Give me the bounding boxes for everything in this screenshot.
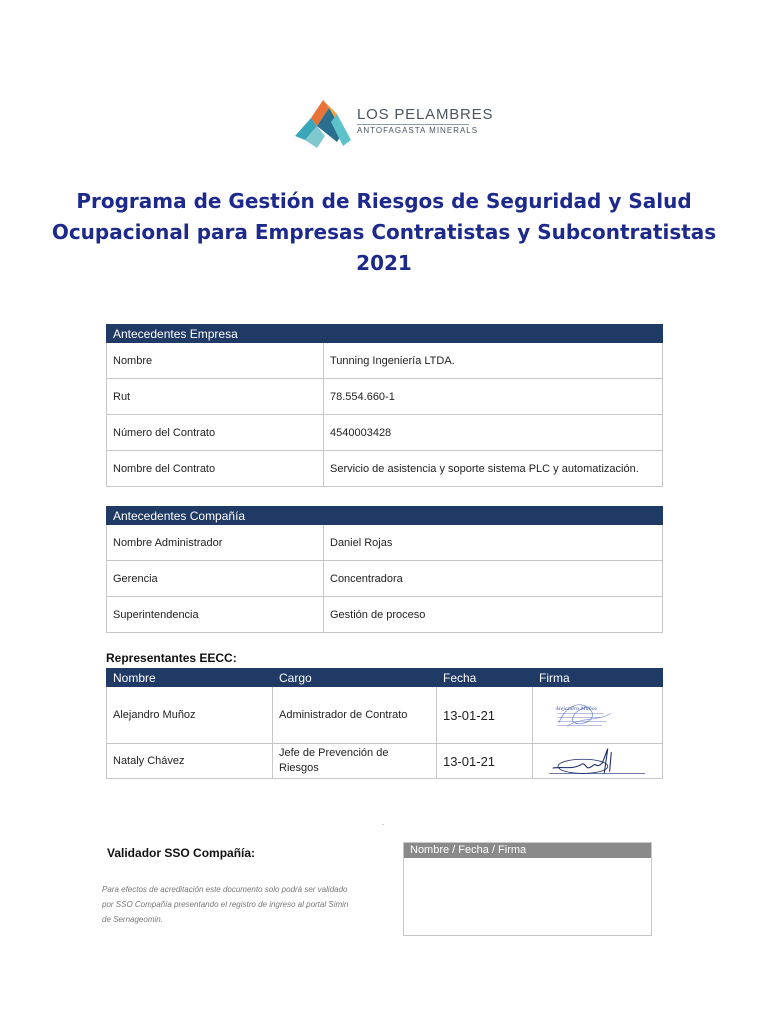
stray-dot: . <box>382 818 385 827</box>
field-value: Servicio de asistencia y soporte sistema PLC y automatización. <box>324 451 663 487</box>
table-row <box>107 415 663 451</box>
field-value: Tunning Ingeniería LTDA. <box>324 343 663 379</box>
signature-cell <box>533 744 663 779</box>
rep-role <box>273 744 437 779</box>
rep-date: 13-01-21 <box>437 744 533 779</box>
table-row <box>107 561 663 597</box>
validator-note: Para efectos de acreditación este documento solo podrá ser validado por SSO Compañía presentando el registro de ingreso al portal Simin de Sernageomin. <box>102 885 349 924</box>
mountain-logo-icon <box>293 96 353 152</box>
title-line-3: 2021 <box>356 251 412 275</box>
logo-name: LOS PELAMBRES <box>357 106 494 123</box>
field-value: Gestión de proceso <box>324 597 663 633</box>
rep-date: 13-01-21 <box>437 687 533 744</box>
table-row <box>107 343 663 379</box>
company-info-header: Antecedentes Empresa <box>107 325 663 343</box>
field-label: Nombre <box>107 343 324 379</box>
table-row <box>107 379 663 415</box>
field-label: Nombre del Contrato <box>107 451 324 487</box>
logo-divider <box>357 124 469 125</box>
rep-name: Alejandro Muñoz <box>107 687 273 744</box>
column-header-firma: Firma <box>533 669 663 687</box>
field-label: Rut <box>107 379 324 415</box>
company-logo <box>293 96 493 152</box>
table-row <box>107 744 663 779</box>
rep-name: Nataly Chávez <box>107 744 273 779</box>
title-line-1: Programa de Gestión de Riesgos de Seguridad y Salud <box>76 189 692 213</box>
field-value: 4540003428 <box>324 415 663 451</box>
logo-subtitle: ANTOFAGASTA MINERALS <box>357 126 479 135</box>
field-value: 78.554.660-1 <box>324 379 663 415</box>
column-header-cargo: Cargo <box>273 669 437 687</box>
rep-role: Administrador de Contrato <box>273 687 437 744</box>
company-info-table <box>106 324 663 487</box>
validator-signature-box[interactable] <box>403 842 652 936</box>
signature-cell <box>533 687 663 744</box>
client-info-header: Antecedentes Compañía <box>107 507 663 525</box>
validator-label: Validador SSO Compañía: <box>107 846 256 860</box>
field-label: Número del Contrato <box>107 415 324 451</box>
field-label: Nombre Administrador <box>107 525 324 561</box>
field-value: Daniel Rojas <box>324 525 663 561</box>
field-label: Superintendencia <box>107 597 324 633</box>
stamp-name: Alejandro Muñoz <box>555 707 598 713</box>
signature-icon <box>539 745 657 777</box>
rep-role-line-2: Riesgos <box>279 762 319 774</box>
representatives-label: Representantes EECC: <box>106 651 237 665</box>
document-title <box>40 186 728 279</box>
column-header-fecha: Fecha <box>437 669 533 687</box>
signature-stamp-icon <box>539 699 657 731</box>
field-value: Concentradora <box>324 561 663 597</box>
client-info-table <box>106 506 663 633</box>
representatives-table <box>106 668 663 779</box>
table-row <box>107 451 663 487</box>
title-line-2: Ocupacional para Empresas Contratistas y Subcontratistas <box>51 220 717 244</box>
table-row <box>107 525 663 561</box>
table-row <box>107 597 663 633</box>
field-label: Gerencia <box>107 561 324 597</box>
table-row <box>107 687 663 744</box>
rep-role-line-1: Jefe de Prevención de <box>279 747 389 759</box>
column-header-nombre: Nombre <box>107 669 273 687</box>
validator-box-header: Nombre / Fecha / Firma <box>404 843 651 858</box>
